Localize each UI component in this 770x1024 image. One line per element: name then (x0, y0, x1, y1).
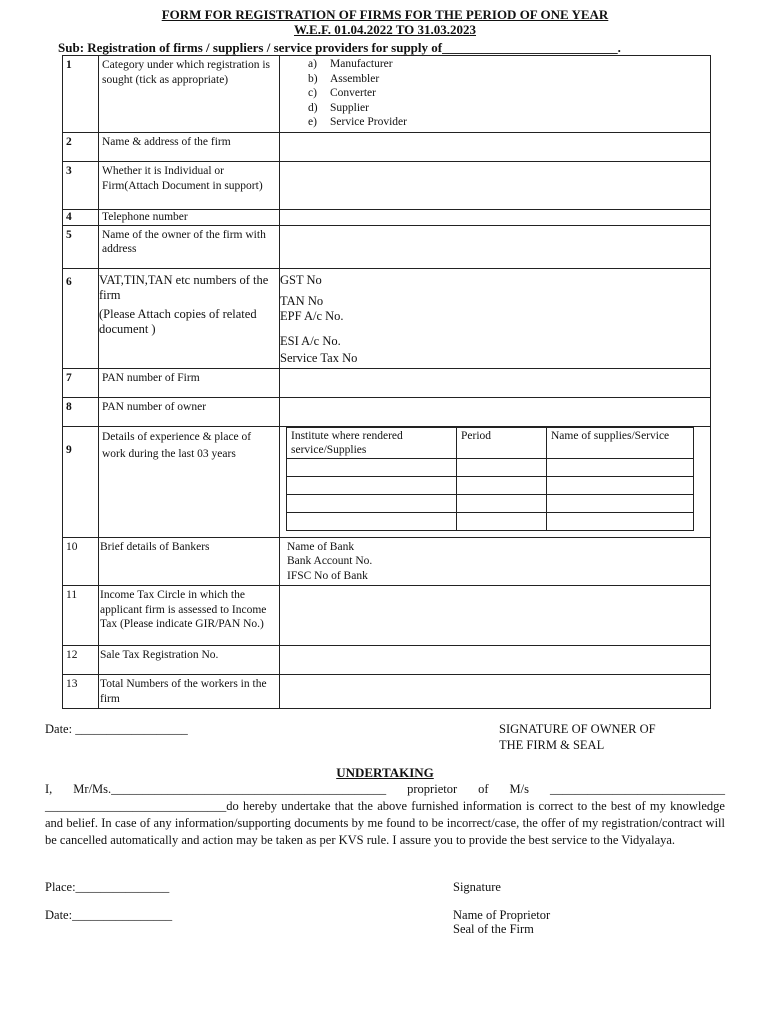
row-bankers (63, 537, 711, 586)
bank-name-label: Name of Bank (287, 540, 355, 553)
row-label: Telephone number (99, 210, 280, 226)
service-tax-label: Service Tax No (280, 350, 358, 365)
row-telephone (63, 210, 711, 226)
row-number: 8 (63, 397, 99, 426)
registration-table (62, 55, 711, 709)
option-supplier[interactable]: d) Supplier (308, 101, 369, 114)
row-owner (63, 225, 711, 268)
row-tax-numbers (63, 268, 711, 368)
form-title: FORM FOR REGISTRATION OF FIRMS FOR THE PERIOD OF ONE YEAR (161, 7, 609, 22)
undertaking-heading: UNDERTAKING (336, 765, 434, 780)
undertaking-text: I, Mr/Ms.____________________________________________ proprietor of M/s ____________________________ _____________________________do hereby undertake that the above furnished information is correct to the best of my knowledge and belief. In case of any information/supporting documents by me found to be incorrect/case, the offer of my registration/contract will be cancelled automatically and action may be taken as per KVS rule. I assure you to provide the best service to the Vidyalaya. (45, 782, 725, 847)
row-number: 9 (63, 426, 99, 537)
experience-row[interactable] (287, 458, 694, 476)
row-number: 6 (63, 268, 99, 368)
experience-row[interactable] (287, 512, 694, 530)
row-label: Name of the owner of the firm with address (99, 225, 280, 268)
row-number: 2 (63, 133, 99, 162)
row-individual-or-firm (63, 162, 711, 210)
workers-field[interactable] (280, 675, 711, 709)
form-subject: Sub: Registration of firms / suppliers / service providers for supply of___________________________. (58, 40, 621, 55)
row-number: 10 (63, 537, 99, 586)
option-assembler[interactable]: b) Assembler (308, 72, 380, 85)
row-label: PAN number of Firm (99, 368, 280, 397)
col-supplies: Name of supplies/Service (547, 427, 694, 458)
individual-firm-field[interactable] (280, 162, 711, 210)
owner-field[interactable] (280, 225, 711, 268)
row-number: 11 (63, 586, 99, 646)
row-label: PAN number of owner (99, 397, 280, 426)
tax-fields[interactable] (280, 268, 711, 368)
income-tax-field[interactable] (280, 586, 711, 646)
row-number: 7 (63, 368, 99, 397)
row-income-tax (63, 586, 711, 646)
row-label: Income Tax Circle in which the applicant firm is assessed to Income Tax (Please indicate GIR/PAN No.) (99, 586, 280, 646)
seal-label: Seal of the Firm (453, 922, 534, 936)
row-label: VAT,TIN,TAN etc numbers of the firm (Please Attach copies of related document ) (99, 268, 280, 368)
sale-tax-field[interactable] (280, 646, 711, 675)
place-line[interactable]: Place:_______________ (45, 880, 170, 894)
bank-account-label: Bank Account No. (287, 555, 373, 567)
pan-firm-field[interactable] (280, 368, 711, 397)
experience-table-cell (280, 426, 711, 537)
experience-row[interactable] (287, 494, 694, 512)
col-period: Period (457, 427, 547, 458)
row-label: Whether it is Individual or Firm(Attach Document in support) (99, 162, 280, 210)
telephone-field[interactable] (280, 210, 711, 226)
row-workers (63, 675, 711, 709)
option-service-provider[interactable]: e) Service Provider (308, 116, 407, 128)
experience-table (286, 427, 694, 531)
row-category (63, 56, 711, 133)
form-period: W.E.F. 01.04.2022 TO 31.03.2023 (293, 22, 477, 37)
row-number: 5 (63, 225, 99, 268)
pan-owner-field[interactable] (280, 397, 711, 426)
signature-owner-line1: SIGNATURE OF OWNER OF (499, 722, 656, 736)
category-options[interactable] (280, 56, 711, 133)
row-number: 13 (63, 675, 99, 709)
option-list (280, 57, 710, 130)
undertaking-date-line[interactable]: Date:________________ (45, 908, 173, 922)
row-label: Brief details of Bankers (99, 537, 280, 586)
row-label: Details of experience & place of work during the last 03 years (99, 426, 280, 537)
ifsc-label: IFSC No of Bank (287, 569, 368, 582)
row-pan-firm (63, 368, 711, 397)
epf-label: EPF A/c No. (280, 308, 344, 323)
signature-label: Signature (453, 880, 501, 894)
row-experience (63, 426, 711, 537)
row-label: Sale Tax Registration No. (99, 646, 280, 675)
signature-owner-line2: THE FIRM & SEAL (499, 738, 605, 752)
row-label: Category under which registration is sought (tick as appropriate) (99, 56, 280, 133)
row-sale-tax (63, 646, 711, 675)
option-manufacturer[interactable]: a) Manufacturer (308, 58, 393, 70)
row-number: 4 (63, 210, 99, 226)
row-label: Total Numbers of the workers in the firm (99, 675, 280, 709)
firm-name-field[interactable] (280, 133, 711, 162)
row-number: 1 (63, 56, 99, 133)
proprietor-label: Name of Proprietor (453, 908, 551, 922)
gst-label: GST No (280, 272, 322, 287)
esi-label: ESI A/c No. (280, 333, 341, 348)
row-label: Name & address of the firm (99, 133, 280, 162)
row-number: 3 (63, 162, 99, 210)
row-firm-name (63, 133, 711, 162)
row-number: 12 (63, 646, 99, 675)
experience-row[interactable] (287, 476, 694, 494)
row-pan-owner (63, 397, 711, 426)
col-institute: Institute where rendered service/Supplies (287, 427, 457, 458)
bank-fields[interactable] (280, 537, 711, 586)
option-converter[interactable]: c) Converter (308, 87, 376, 99)
tan-label: TAN No (280, 293, 324, 308)
date-line[interactable]: Date: __________________ (45, 722, 188, 736)
